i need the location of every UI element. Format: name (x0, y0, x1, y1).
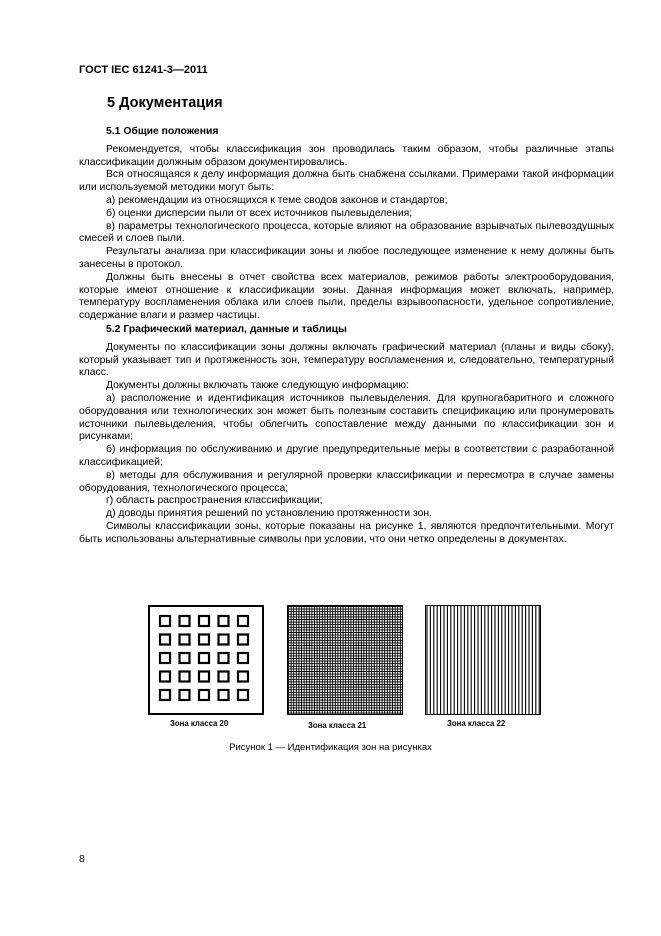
symbol-background (425, 605, 541, 715)
paragraph: Символы классификации зоны, которые показаны на рисунке 1, являются предпочтительными. Могут быть использованы альтернативные символы при условии, что они четко определены в документах. (79, 520, 614, 545)
list-item: в) методы для обслуживания и регулярной проверки классификации и пересмотра в случае замены оборудования, технологического процесса; (79, 469, 614, 494)
paragraph: Результаты анализа при классификации зоны и любое последующее изменение к нему должны быть занесены в протокол. (79, 246, 614, 270)
figure-title: Рисунок 1 — Идентификация зон на рисунках (229, 742, 432, 753)
list-item: а) рекомендации из относящихся к теме сводов законов и стандартов; (106, 194, 448, 206)
list-item: д) доводы принятия решений по установлению протяженности зон. (106, 508, 433, 520)
list-item: в) параметры технологического процесса, которые влияют на образование взрывчатых пылевоздушных смесей и слоев пыли. (79, 220, 614, 245)
zone-22-symbol (425, 605, 541, 715)
list-item: а) расположение и идентификация источников пылевыделения. Для крупногабаритного и сложного оборудования или технологических зон может быть полезным составить спецификацию или пронумеровать источники пылевыделения, чтобы облегчить сопоставление между данными по классификации зон и рисунками; (79, 392, 614, 443)
paragraph: Документы по классификации зоны должны включать графический материал (планы и виды сбоку), который указывает тип и протяженность зон, температуру воспламенения и, следовательно, температурный класс. (79, 341, 614, 379)
standard-code: ГОСТ IEC 61241-3—2011 (79, 64, 208, 76)
list-item: б) информация по обслуживанию и другие предупредительные меры в соответствии с разработанной классификацией; (79, 444, 614, 468)
paragraph: Документы должны включать также следующую информацию: (106, 380, 409, 392)
subsection-title: 5.1 Общие положения (106, 126, 219, 137)
caption-zone-20: Зона класса 20 (170, 718, 229, 728)
zone-20-symbol (148, 605, 264, 715)
subsection-5-2 (79, 324, 614, 547)
zone-21-symbol (287, 605, 403, 715)
caption-zone-22: Зона класса 22 (447, 718, 506, 728)
subsection-title: 5.2 Графический материал, данные и таблицы (106, 324, 347, 335)
subsection-5-1 (79, 126, 614, 323)
section-title: 5 Документация (107, 95, 223, 111)
list-item: б) оценки дисперсии пыли от всех источников пылевыделения; (106, 207, 413, 219)
symbol-frame (149, 606, 263, 714)
list-item: г) область распространения классификации; (106, 495, 323, 507)
paragraph: Должны быть внесены в отчет свойства всех материалов, режимов работы электрооборудования, которые имеют отношение к классификации зоны. Данная информация может включать, например, температуру воспламенения облака или слоев пыли, пределы взрывоопасности, удельное сопротивление, содержание влаги и размер частицы. (79, 271, 614, 322)
caption-zone-21: Зона класса 21 (308, 720, 367, 730)
paragraph: Рекомендуется, чтобы классификация зон проводилась таким образом, чтобы различные этапы классификации должным образом документировались. (79, 143, 614, 168)
page-number: 8 (79, 853, 85, 865)
paragraph: Вся относящаяся к делу информация должна быть снабжена ссылками. Примерами такой информации или используемой методики могут быть: (79, 169, 614, 194)
